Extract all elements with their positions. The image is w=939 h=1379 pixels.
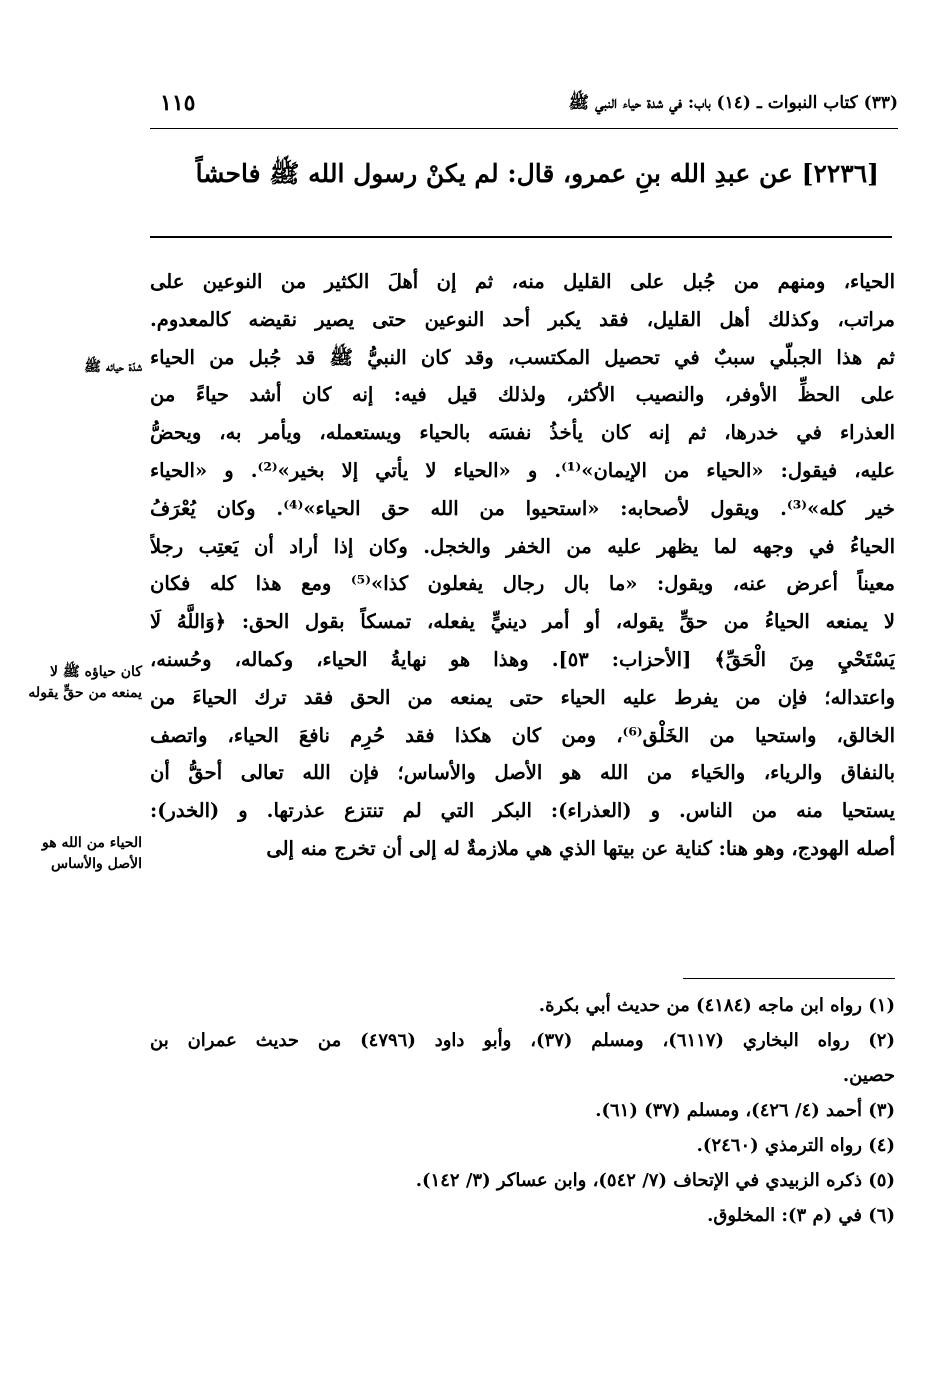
body-line: واعتداله؛ فإن من يفرط عليه الحياء حتى يمنعه من الحق فقد ترك الحياءَ من (150, 685, 895, 709)
body-line: الخالق، واستحيا من الخَلْق⁽⁶⁾، ومن كان هكذا فقد حُرِم نافعَ الحياء، واتصف (150, 723, 895, 747)
footnote: (٦) في (م ٣): المخلوق. (707, 1205, 895, 1226)
body-line: معيناً أعرض عنه، ويقول: «ما بال رجال يفعلون كذا»⁽⁵⁾ ومع هذا كله فكان (150, 572, 895, 596)
footnote: (٤) رواه الترمذي (٢٤٦٠). (696, 1135, 895, 1156)
page-number: ١١٥ (160, 90, 196, 116)
footnote: (٥) ذكره الزبيدي في الإتحاف (٧/ ٥٤٢)، وابن عساكر (٣/ ١٤٢). (415, 1170, 895, 1191)
body-line: يَسْتَحْيِ مِنَ الْحَقِّ﴾ [الأحزاب: ٥٣]. وهذا هو نهايةُ الحياء، وكماله، وحُسنه، (150, 647, 895, 671)
body-line: الحياءُ في وجهه لما يظهر عليه من الخفر والخجل. وكان إذا أراد أن يَعتِب رجلاً (150, 534, 895, 558)
page-header (150, 90, 898, 126)
margin-note-modesty: شدّة حيائه ﷺ (84, 359, 142, 375)
body-line: خير كله»⁽³⁾. ويقول لأصحابه: «استحيوا من الله حق الحياء»⁽⁴⁾. وكان يُعْرَفُ (150, 496, 895, 520)
footnote: (٢) رواه البخاري (٦١١٧)، ومسلم (٣٧)، وأبو داود (٤٧٩٦) من حديث عمران بن (150, 1030, 895, 1051)
footnotes (150, 988, 895, 1233)
footnote-divider (683, 978, 895, 979)
hadith-divider (150, 236, 892, 238)
body-line: مراتب، وكذلك أهل القليل، فقد يكبر أحد النوعين حتى يصير نقيضه كالمعدوم. (150, 307, 895, 331)
header-divider (150, 128, 898, 129)
body-line: يستحيا منه من الناس. و (العذراء): البكر التي لم تنتزع عذرتها. و (الخدر): (150, 799, 895, 823)
footnote-continuation: حصين. (842, 1065, 895, 1086)
footnote: (٣) أحمد (٤/ ٤٢٦)، ومسلم (٣٧) (٦١). (595, 1100, 895, 1121)
body-line: الحياء، ومنهم من جُبل على القليل منه، ثم إن أهلَ الكثير من النوعين على (150, 270, 895, 293)
commentary-body (150, 263, 895, 868)
body-line: عليه، فيقول: «الحياء من الإيمان»⁽¹⁾. و «الحياء لا يأتي إلا بخير»⁽²⁾. و «الحياء (150, 458, 895, 482)
margin-note-origin: الحياء من الله هو الأصل والأساس (42, 835, 142, 872)
body-line: بالنفاق والرياء، والحَياء من الله هو الأصل والأساس؛ فإن الله تعالى أحقُّ أن (150, 761, 895, 785)
body-line: العذراء في خدرها، ثم إنه كان يأخذُ نفسَه بالحياء ويستعمله، ويأمر به، ويحضُّ (150, 421, 895, 445)
running-title: (٣٣) كتاب النبوات ـ (١٤) باب: في شدة حياء النبي ﷺ (568, 93, 898, 113)
body-line: ثم هذا الجبلّي سببٌ في تحصيل المكتسب، وقد كان النبيُّ ﷺ قد جُبل من الحياء (150, 345, 895, 369)
margin-note-truth: كان حياؤه ﷺ لا يمنعه من حقٍّ يقوله (28, 664, 142, 701)
hadith-text: [٢٢٣٦] عن عبدِ الله بنِ عمرو، قال: لم يكنْ رسول الله ﷺ فاحشاً (195, 159, 879, 188)
footnote: (١) رواه ابن ماجه (٤١٨٤) من حديث أبي بكرة. (538, 995, 895, 1016)
body-line: لا يمنعه الحياءُ من حقٍّ يقوله، أو أمر دينيٍّ يفعله، تمسكاً بقول الحق: ﴿وَاللَّهُ لَا (150, 610, 895, 634)
body-line: على الحظِّ الأوفر، والنصيب الأكثر، ولذلك قيل فيه: إنه كان أشد حياءً من (150, 383, 895, 407)
body-line: أصله الهودج، وهو هنا: كناية عن بيتها الذي هي ملازمةٌ له إلى أن تخرج منه إلى (266, 836, 895, 860)
